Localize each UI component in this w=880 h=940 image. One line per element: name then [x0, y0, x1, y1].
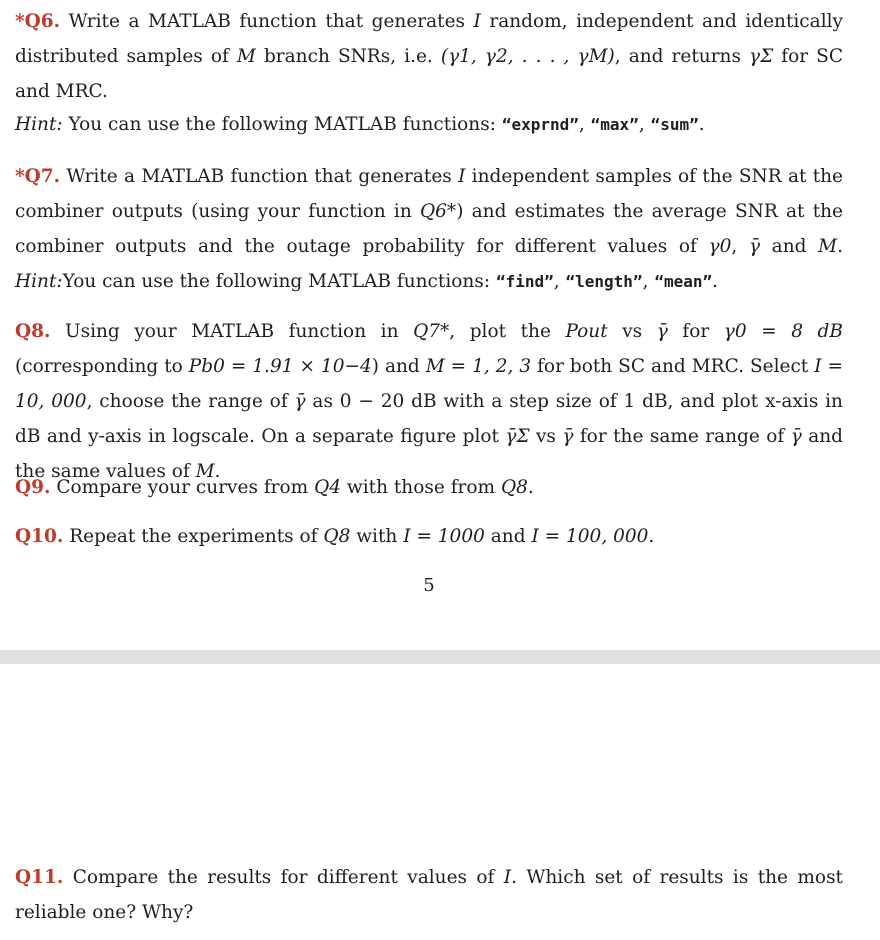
question-q10: Q10. Repeat the experiments of Q8 with I = 1000 and I = 100, 000. — [15, 526, 655, 547]
gamma-sum: γΣ — [749, 46, 774, 67]
question-q9: Q9. Compare your curves from Q4 with those from Q8. — [15, 477, 534, 498]
question-q11: Q11. Compare the results for different values of I. Which set of results is the most reliable one? Why? — [15, 867, 843, 923]
q6-label: *Q6. — [15, 11, 61, 32]
q10-label: Q10. — [15, 526, 64, 547]
q9-label: Q9. — [15, 477, 51, 498]
document-page-6 — [0, 664, 880, 940]
question-q6: *Q6. Write a MATLAB function that generates I random, independent and identically distributed samples of M branch SNRs, i.e. (γ1, γ2, . . . , γM), and returns γΣ for SC and MRC. — [15, 11, 843, 102]
q6-hint: Hint: You can use the following MATLAB functions: “exprnd”, “max”, “sum”. — [15, 114, 705, 135]
page-number: 5 — [423, 575, 435, 596]
q8-label: Q8. — [15, 321, 51, 342]
snr-tuple: (γ1, γ2, . . . , γM) — [440, 46, 615, 67]
q7-label: *Q7. — [15, 166, 61, 187]
page-separator — [0, 650, 880, 664]
q11-label: Q11. — [15, 867, 64, 888]
question-q8: Q8. Using your MATLAB function in Q7*, plot the Pout vs γ̄ for γ0 = 8 dB (corresponding to Pb0 = 1.91 × 10−4) and M = 1, 2, 3 for both SC and MRC. Select I = 10, 000, choose the range of γ̄ as 0 − 20 dB with a step size of 1 dB, and plot x-axis in dB and y-axis in logscale. On a separate figure plot γ̄Σ vs γ̄ for the same range of γ̄ and the same values of M. — [15, 321, 843, 482]
question-q7: *Q7. Write a MATLAB function that generates I independent samples of the SNR at the combiner outputs (using your function in Q6*) and estimates the average SNR at the combiner outputs and the outage probability for different values of γ0, γ̄ and M. Hint:You can use the following MATLAB functions: “find”, “length”, “mean”. — [15, 166, 843, 292]
